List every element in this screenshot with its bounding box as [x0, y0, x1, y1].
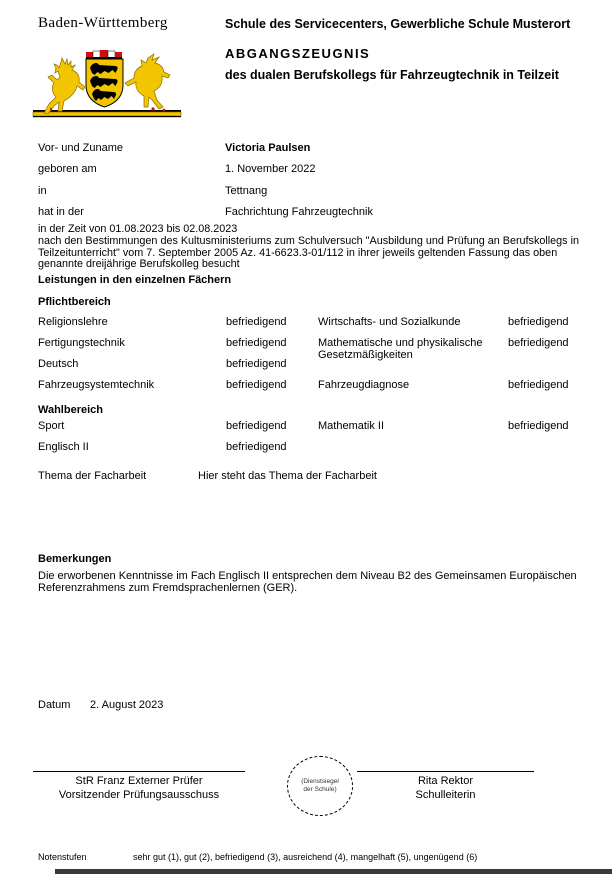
- field-label: hat in der: [38, 206, 84, 219]
- field-row-name: [38, 142, 598, 163]
- school-seal-stamp: [287, 756, 353, 816]
- field-row-birthplace: [38, 185, 598, 206]
- field-label: Vor- und Zuname: [38, 142, 123, 154]
- field-value: Victoria Paulsen: [225, 142, 311, 154]
- grade-scale-row: [38, 852, 598, 862]
- field-row-birthdate: [38, 163, 598, 184]
- subject-cell: Fahrzeugdiagnose: [318, 379, 410, 391]
- table-row: [38, 442, 596, 463]
- attendance-paragraph: [38, 224, 598, 271]
- grade-cell: befriedigend: [226, 316, 287, 328]
- crown-crests: [86, 50, 122, 59]
- table-row: [38, 421, 596, 442]
- person-fields: [38, 142, 598, 228]
- grade-cell: befriedigend: [508, 316, 569, 328]
- document-header: [225, 16, 587, 83]
- grade-scale-text: sehr gut (1), gut (2), befriedigend (3), ausreichend (4), mangelhaft (5), ungenügend (6): [133, 852, 478, 862]
- examiner-role: Vorsitzender Prüfungsausschuss: [58, 788, 220, 801]
- seal-text: der Schule): [303, 786, 337, 793]
- table-row: [38, 380, 596, 401]
- grade-scale-label: Notenstufen: [38, 852, 87, 862]
- grade-cell: befriedigend: [226, 441, 287, 453]
- thesis-topic-value: Hier steht das Thema der Facharbeit: [198, 470, 377, 482]
- field-value: Fachrichtung Fahrzeugtechnik: [225, 206, 373, 219]
- date-value: 2. August 2023: [90, 699, 164, 711]
- date-label: Datum: [38, 699, 71, 711]
- performance-heading: Leistungen in den einzelnen Fächern: [38, 274, 232, 286]
- thesis-topic-label: Thema der Facharbeit: [38, 470, 147, 482]
- field-value: 1. November 2022: [225, 163, 316, 176]
- attendance-period: in der Zeit von 01.08.2023 bis 02.08.2023: [38, 223, 238, 235]
- grade-cell: befriedigend: [226, 358, 287, 370]
- subject-cell: Sport: [38, 420, 65, 432]
- elective-section-heading: Wahlbereich: [38, 404, 103, 416]
- grade-cell: befriedigend: [226, 420, 287, 432]
- table-row: [38, 317, 596, 338]
- subject-cell: Religionslehre: [38, 316, 108, 328]
- table-row: [38, 338, 596, 359]
- grade-cell: befriedigend: [226, 379, 287, 391]
- subject-cell: Mathematische und physikalische Gesetzmäßigkeiten: [318, 337, 483, 361]
- mandatory-grades-table: [38, 317, 596, 401]
- elective-grades-table: [38, 421, 596, 463]
- grade-cell: befriedigend: [508, 420, 569, 432]
- subject-cell: Deutsch: [38, 358, 79, 370]
- mandatory-section-heading: Pflichtbereich: [38, 296, 111, 308]
- page-bottom-edge: [55, 869, 612, 874]
- grade-cell: befriedigend: [508, 379, 569, 391]
- field-label: geboren am: [38, 163, 97, 176]
- remarks-text: Die erworbenen Kenntnisse im Fach Englisch II entsprechen dem Niveau B2 des Gemeinsamen Europäischen Referenzrahmens zum Fremdsprachenlernen (GER).: [38, 570, 577, 595]
- examiner-signature-block: [33, 771, 245, 802]
- subject-cell: Wirtschafts- und Sozialkunde: [318, 316, 461, 328]
- date-row: [38, 699, 163, 711]
- table-row: [38, 359, 596, 380]
- school-name: Schule des Servicecenters, Gewerbliche Schule Musterort: [225, 17, 571, 31]
- field-value: Tettnang: [225, 184, 268, 197]
- seal-text: (Dienstsiegel: [301, 778, 339, 785]
- region-title: Baden-Württemberg: [38, 15, 168, 31]
- grade-cell: befriedigend: [226, 337, 287, 349]
- subject-cell: Mathematik II: [318, 420, 385, 432]
- examiner-name: StR Franz Externer Prüfer: [75, 775, 203, 787]
- principal-name: Rita Rektor: [417, 775, 474, 787]
- grade-cell: befriedigend: [508, 337, 569, 349]
- subject-cell: Fahrzeugsystemtechnik: [38, 379, 155, 391]
- principal-role: Schulleiterin: [415, 788, 476, 801]
- attendance-regulations: nach den Bestimmungen des Kultusministeriums zum Schulversuch "Ausbildung und Prüfung an Berufskollegs in Teilzeitunterricht" vom 7. September 2005 Az. 41-6623.3-01/112 in ihrer jeweils geltenden Fassung das oben genannte dreijährige Berufskolleg besucht: [38, 234, 579, 271]
- document-title: ABGANGSZEUGNIS: [225, 46, 371, 61]
- document-subtitle: des dualen Berufskollegs für Fahrzeugtechnik in Teilzeit: [225, 68, 559, 82]
- principal-signature-block: [357, 771, 534, 802]
- subject-cell: Fertigungstechnik: [38, 337, 125, 349]
- thesis-topic-row: [38, 470, 598, 482]
- subject-cell: Englisch II: [38, 441, 89, 453]
- baden-wuerttemberg-coat-of-arms-icon: [29, 49, 185, 123]
- remarks-heading: Bemerkungen: [38, 553, 112, 565]
- field-label: in: [38, 184, 47, 197]
